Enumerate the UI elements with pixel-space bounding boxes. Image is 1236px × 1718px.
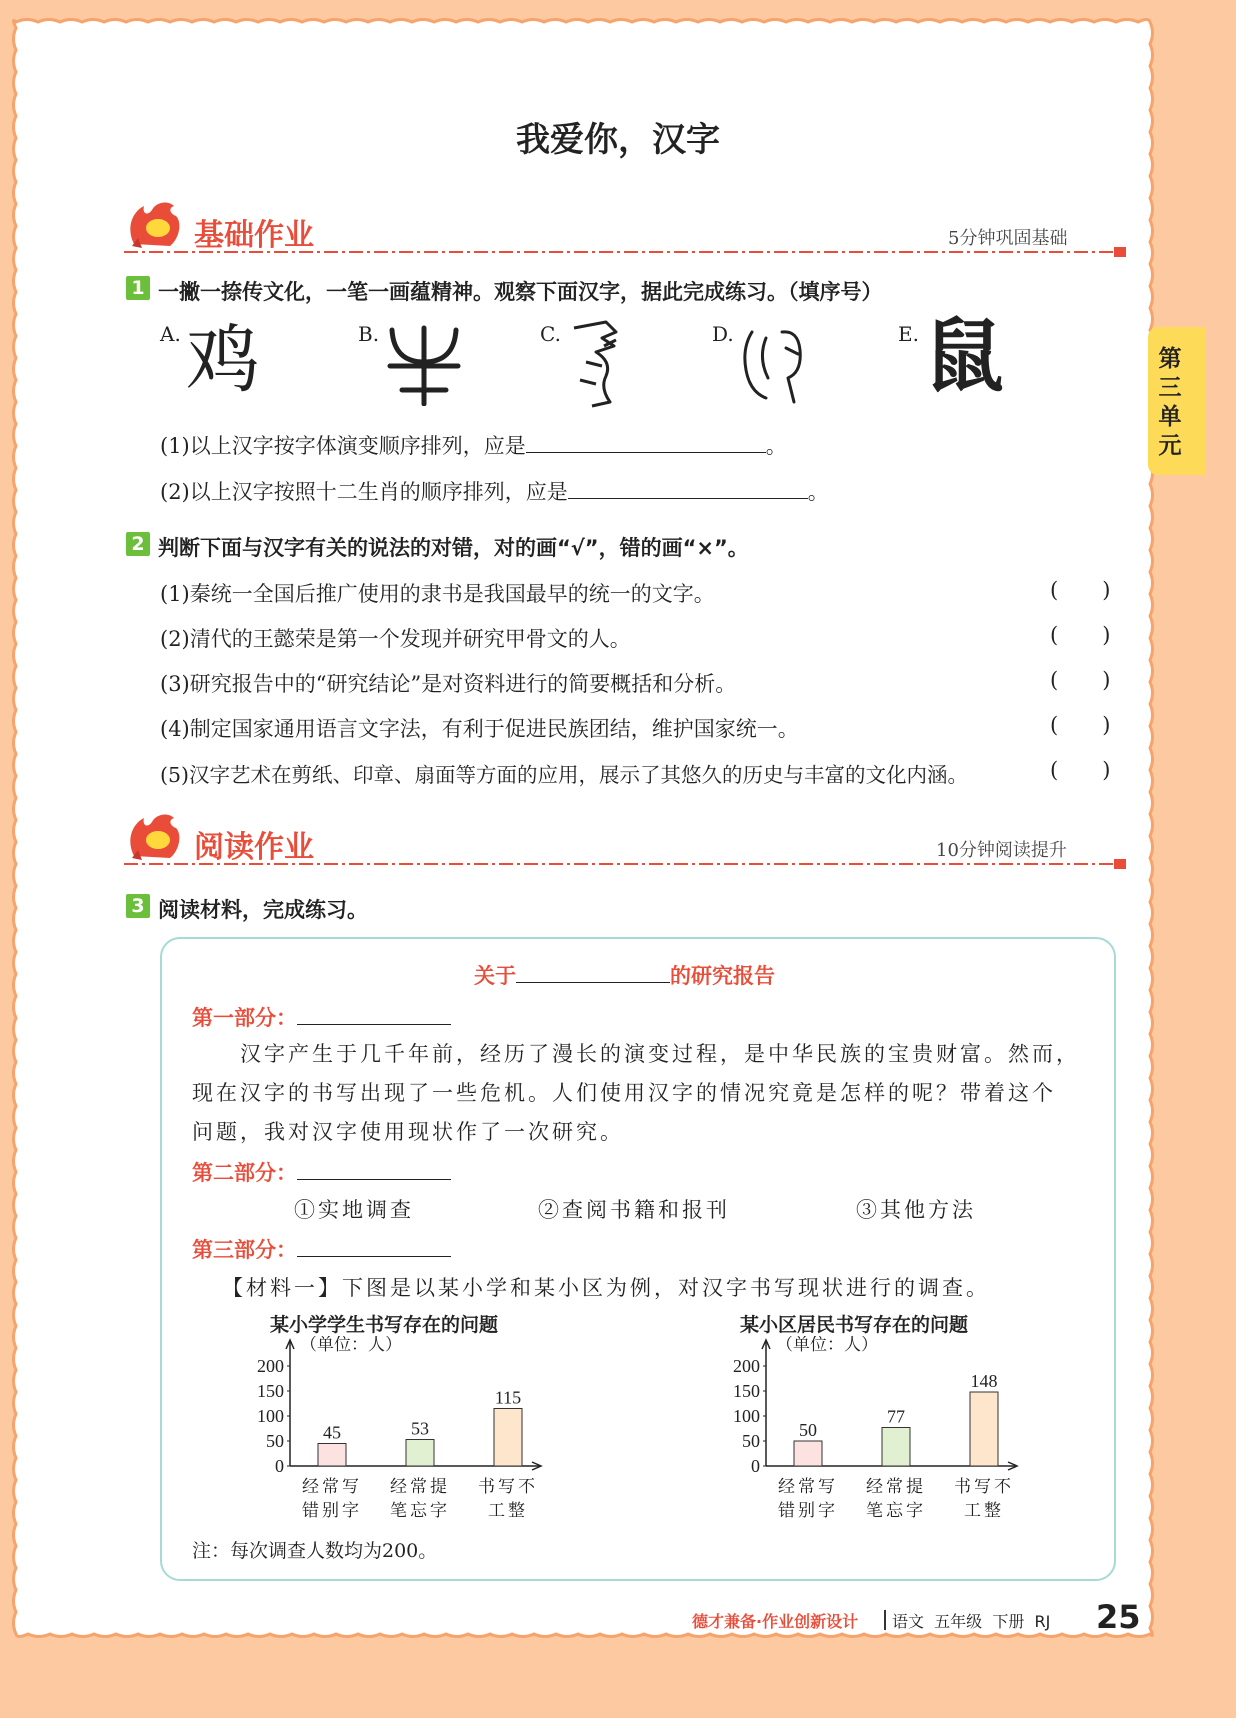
category-label: 经常写 bbox=[302, 1477, 362, 1497]
answer-blank[interactable] bbox=[568, 478, 808, 499]
answer-paren[interactable]: ( ) bbox=[1050, 623, 1111, 647]
part-2-heading: 第二部分： bbox=[192, 1157, 451, 1187]
bar-value-label: 115 bbox=[494, 1387, 522, 1408]
y-tick-label: 150 bbox=[733, 1381, 760, 1401]
method-3: ③其他方法 bbox=[856, 1198, 976, 1222]
section-divider bbox=[124, 246, 1128, 260]
bar bbox=[406, 1440, 434, 1467]
section-hint-reading: 10分钟阅读提升 bbox=[936, 840, 1067, 861]
answer-blank[interactable] bbox=[516, 960, 670, 983]
answer-paren[interactable]: ( ) bbox=[1050, 668, 1111, 692]
seal-glyph-mao bbox=[738, 318, 812, 406]
category-label: 笔忘字 bbox=[866, 1501, 926, 1521]
q2-item-3: (3)研究报告中的“研究结论”是对资料进行的简要概括和分析。 bbox=[160, 672, 737, 696]
y-axis-unit-label: （单位：人） bbox=[300, 1336, 402, 1355]
option-b-label: B. bbox=[358, 322, 380, 346]
option-e-label: E. bbox=[898, 322, 919, 346]
page-title: 我爱你，汉字 bbox=[516, 120, 720, 160]
unit-tab-label: 第三单元 bbox=[1158, 346, 1182, 459]
category-label: 错别字 bbox=[778, 1501, 838, 1521]
q2-item-1: (1)秦统一全国后推广使用的隶书是我国最早的统一的文字。 bbox=[160, 582, 715, 606]
chart-2 bbox=[716, 1336, 1046, 1526]
question-number-2: 2 bbox=[126, 532, 150, 556]
answer-blank[interactable] bbox=[297, 1002, 451, 1025]
bar-value-label: 53 bbox=[411, 1418, 429, 1439]
option-a-label: A. bbox=[160, 322, 181, 346]
section-title-basic: 基础作业 bbox=[194, 218, 314, 253]
bar-value-label: 50 bbox=[799, 1420, 817, 1440]
category-label: 经常提 bbox=[390, 1477, 450, 1497]
bar bbox=[318, 1444, 346, 1467]
y-tick-label: 50 bbox=[266, 1431, 284, 1451]
bar bbox=[882, 1428, 910, 1467]
y-tick-label: 200 bbox=[733, 1356, 760, 1376]
answer-blank[interactable] bbox=[297, 1234, 451, 1257]
q2-item-2: (2)清代的王懿荣是第一个发现并研究甲骨文的人。 bbox=[160, 627, 631, 651]
category-label: 工整 bbox=[488, 1501, 528, 1521]
category-label: 工整 bbox=[964, 1501, 1004, 1521]
section-hint-basic: 5分钟巩固基础 bbox=[948, 228, 1068, 249]
chart-2-title: 某小区居民书写存在的问题 bbox=[740, 1314, 969, 1336]
bar bbox=[794, 1441, 822, 1466]
page-number: 25 bbox=[1096, 1598, 1141, 1636]
bar-value-label: 45 bbox=[323, 1422, 341, 1443]
paragraph-line: 问题，我对汉字使用现状作了一次研究。 bbox=[192, 1120, 624, 1144]
ancient-glyph-a: 鸡 bbox=[186, 317, 260, 403]
report-title: 关于 的研究报告 bbox=[474, 960, 775, 990]
y-tick-label: 0 bbox=[751, 1456, 760, 1476]
answer-paren[interactable]: ( ) bbox=[1050, 713, 1111, 737]
section-title-reading: 阅读作业 bbox=[194, 830, 314, 865]
answer-paren[interactable]: ( ) bbox=[1050, 758, 1111, 782]
y-tick-label: 150 bbox=[257, 1381, 284, 1401]
material-1-intro: 【材料一】下图是以某小学和某小区为例，对汉字书写现状进行的调查。 bbox=[222, 1276, 990, 1300]
category-label: 笔忘字 bbox=[390, 1501, 450, 1521]
question-number-3: 3 bbox=[126, 894, 150, 918]
y-tick-label: 200 bbox=[257, 1356, 284, 1376]
bar-value-label: 148 bbox=[970, 1371, 998, 1391]
answer-blank[interactable] bbox=[297, 1157, 451, 1180]
bar-value-label: 77 bbox=[887, 1406, 905, 1427]
q1-sub1: (1)以上汉字按字体演变顺序排列，应是 。 bbox=[160, 434, 787, 458]
footer-info: 语文 五年级 下册 RJ bbox=[892, 1612, 1051, 1631]
paragraph-line: 汉字产生于几千年前，经历了漫长的演变过程，是中华民族的宝贵财富。然而， bbox=[240, 1042, 1080, 1066]
category-label: 错别字 bbox=[302, 1501, 362, 1521]
y-tick-label: 100 bbox=[733, 1406, 760, 1426]
chart-1 bbox=[240, 1336, 570, 1526]
survey-note: 注：每次调查人数均为200。 bbox=[192, 1540, 438, 1562]
q2-item-4: (4)制定国家通用语言文字法，有利于促进民族团结，维护国家统一。 bbox=[160, 717, 799, 741]
part-1-heading: 第一部分： bbox=[192, 1002, 451, 1032]
method-1: ①实地调查 bbox=[294, 1198, 414, 1222]
question-1-prompt: 一撇一捺传文化，一笔一画蕴精神。观察下面汉字，据此完成练习。（填序号） bbox=[158, 280, 883, 304]
option-c-label: C. bbox=[540, 322, 561, 346]
paragraph-line: 现在汉字的书写出现了一些危机。人们使用汉字的情况究竟是怎样的呢？带着这个 bbox=[192, 1081, 1056, 1105]
section-divider bbox=[124, 858, 1128, 872]
question-number-1: 1 bbox=[126, 276, 150, 300]
answer-blank[interactable] bbox=[526, 432, 766, 453]
question-3-prompt: 阅读材料，完成练习。 bbox=[158, 898, 368, 922]
y-tick-label: 100 bbox=[257, 1406, 284, 1426]
bar bbox=[970, 1392, 998, 1466]
category-label: 经常提 bbox=[866, 1477, 926, 1497]
part-3-heading: 第三部分： bbox=[192, 1234, 451, 1264]
answer-paren[interactable]: ( ) bbox=[1050, 578, 1111, 602]
question-2-prompt: 判断下面与汉字有关的说法的对错，对的画“√”，错的画“×”。 bbox=[158, 536, 749, 560]
modern-glyph-e: 鼠 bbox=[924, 310, 1004, 403]
q1-sub2: (2)以上汉字按照十二生肖的顺序排列，应是 。 bbox=[160, 480, 829, 504]
option-d-label: D. bbox=[712, 322, 734, 346]
ancient-glyph-dragon bbox=[566, 318, 626, 410]
y-axis-unit-label: （单位：人） bbox=[776, 1336, 878, 1355]
bar bbox=[494, 1409, 522, 1467]
oracle-glyph-ox bbox=[384, 318, 464, 406]
category-label: 书写不 bbox=[954, 1477, 1014, 1497]
method-2: ②查阅书籍和报刊 bbox=[538, 1198, 730, 1222]
footer-brand: 德才兼备·作业创新设计 bbox=[692, 1612, 859, 1631]
chart-1-title: 某小学学生书写存在的问题 bbox=[270, 1314, 499, 1336]
category-label: 经常写 bbox=[778, 1477, 838, 1497]
q2-item-5: (5)汉字艺术在剪纸、印章、扇面等方面的应用，展示了其悠久的历史与丰富的文化内涵。 bbox=[160, 763, 969, 787]
category-label: 书写不 bbox=[478, 1477, 538, 1497]
footer-separator bbox=[884, 1610, 886, 1630]
y-tick-label: 50 bbox=[742, 1431, 760, 1451]
y-tick-label: 0 bbox=[275, 1456, 284, 1476]
